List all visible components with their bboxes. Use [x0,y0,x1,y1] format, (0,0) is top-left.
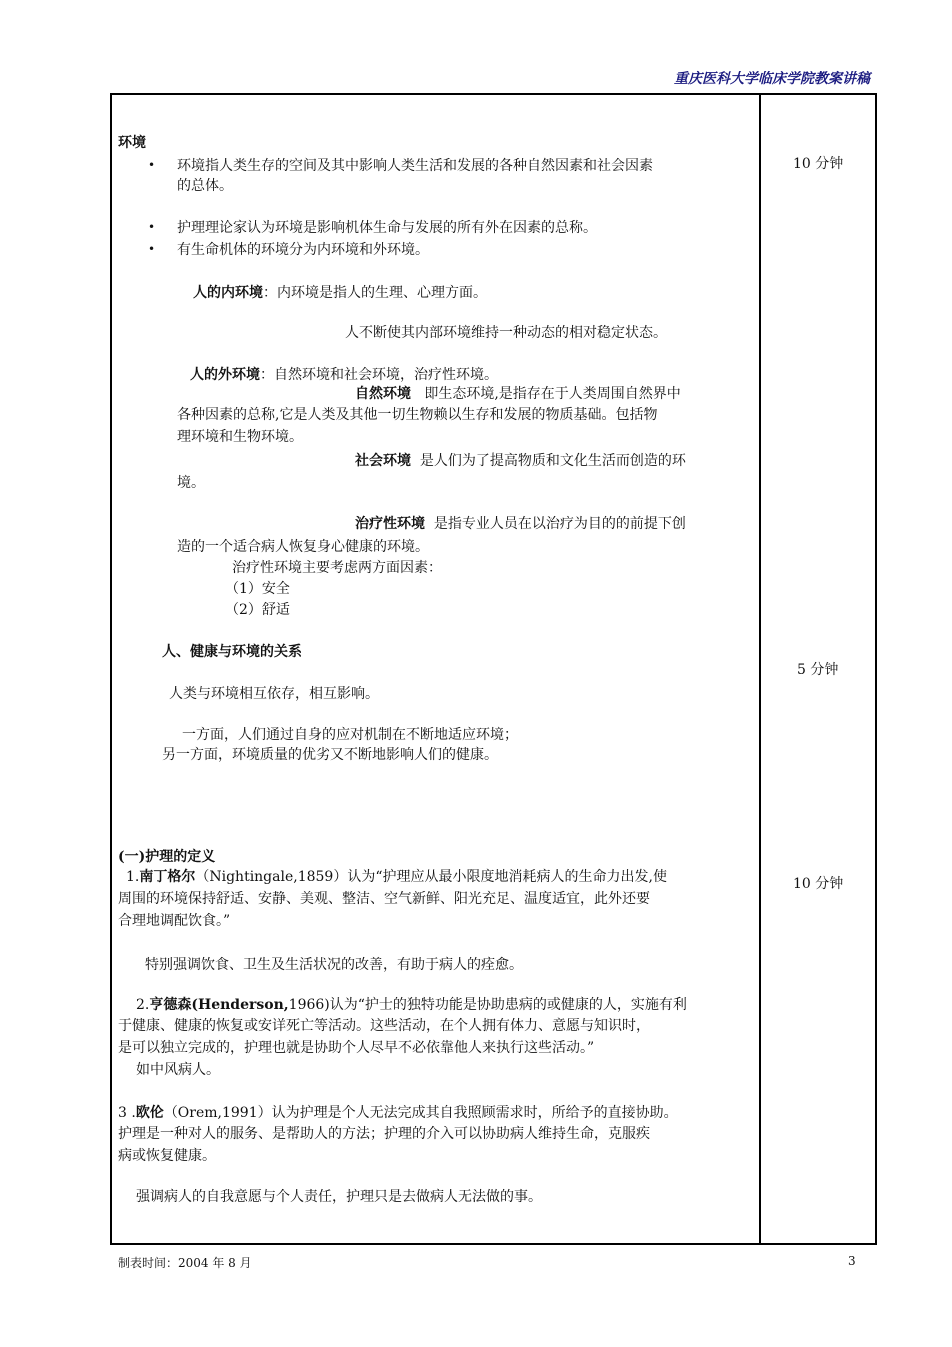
section-heading-environment: 环境 [118,135,146,151]
henderson-note: 如中风病人。 [136,1062,220,1078]
time-allocation: 5 分钟 [797,662,839,678]
therapeutic-factor-item: （2）舒适 [225,602,290,618]
social-environment: 社会环境 是人们为了提高物质和文化生活而创造的环 [355,453,686,469]
orem-definition: 3 .欧伦（Orem,1991）认为护理是个人无法完成其自我照顾需求时，所给予的直接协助。 [118,1105,678,1121]
therapeutic-factors-intro: 治疗性环境主要考虑两方面因素： [232,560,442,576]
henderson-line: 于健康、健康的恢复或安详死亡等活动。这些活动，在个人拥有体力、意愿与知识时， [118,1018,650,1034]
page-number: 3 [848,1254,856,1268]
natural-environment-line: 各种因素的总称,它是人类及其他一切生物赖以生存和发展的物质基础。包括物 [177,407,658,423]
therapeutic-environment: 治疗性环境 是指专业人员在以治疗为目的的前提下创 [355,516,686,532]
natural-environment-line: 理环境和生物环境。 [177,429,303,445]
natural-environment: 自然环境 即生态环境,是指存在于人类周围自然界中 [355,386,681,402]
lesson-table [110,93,877,1245]
nightingale-note: 特别强调饮食、卫生及生活状况的改善，有助于病人的痊愈。 [145,957,523,973]
bullet-icon: • [148,242,156,256]
orem-line: 护理是一种对人的服务、是帮助人的方法；护理的介入可以协助病人维持生命，克服疾 [118,1126,650,1142]
section-heading-nursing: (一)护理的定义 [118,849,216,865]
internal-environment: 人的内环境：内环境是指人的生理、心理方面。 [193,285,487,301]
bullet-text: 护理理论家认为环境是影响机体生命与发展的所有外在因素的总称。 [177,220,597,236]
relation-text: 人类与环境相互依存，相互影响。 [169,686,379,702]
social-environment-line: 境。 [177,475,205,491]
column-divider [759,93,761,1245]
therapeutic-factor-item: （1）安全 [225,581,290,597]
time-allocation: 10 分钟 [793,156,844,172]
internal-environment-desc: 人不断使其内部环境维持一种动态的相对稳定状态。 [345,325,667,341]
bullet-icon: • [148,220,156,234]
nightingale-definition: 1.南丁格尔（Nightingale,1859）认为“护理应从最小限度地消耗病人的生命力出发,使 [126,869,667,885]
nightingale-line: 合理地调配饮食。” [118,913,231,929]
bullet-icon: • [148,158,156,172]
therapeutic-environment-line: 造的一个适合病人恢复身心健康的环境。 [177,539,429,555]
section-heading-relation: 人、健康与环境的关系 [162,644,302,660]
header-title: 重庆医科大学临床学院教案讲稿 [674,71,870,87]
time-allocation: 10 分钟 [793,876,844,892]
bullet-text: 的总体。 [177,178,233,194]
external-environment: 人的外环境：自然环境和社会环境，治疗性环境。 [190,367,498,383]
bullet-text: 有生命机体的环境分为内环境和外环境。 [177,242,429,258]
footer-date: 制表时间：2004 年 8 月 [118,1256,252,1270]
bullet-text: 环境指人类生存的空间及其中影响人类生活和发展的各种自然因素和社会因素 [177,158,653,174]
relation-text: 一方面，人们通过自身的应对机制在不断地适应环境； [182,727,518,743]
orem-line: 病或恢复健康。 [118,1148,216,1164]
henderson-definition: 2.亨德森(Henderson,1966)认为“护士的独特功能是协助患病的或健康的人，实施有利 [136,997,687,1013]
nightingale-line: 周围的环境保持舒适、安静、美观、整洁、空气新鲜、阳光充足、温度适宜，此外还要 [118,891,650,907]
henderson-line: 是可以独立完成的，护理也就是协助个人尽早不必依靠他人来执行这些活动。” [118,1040,595,1056]
relation-text: 另一方面，环境质量的优劣又不断地影响人们的健康。 [162,747,498,763]
orem-note: 强调病人的自我意愿与个人责任，护理只是去做病人无法做的事。 [136,1189,542,1205]
